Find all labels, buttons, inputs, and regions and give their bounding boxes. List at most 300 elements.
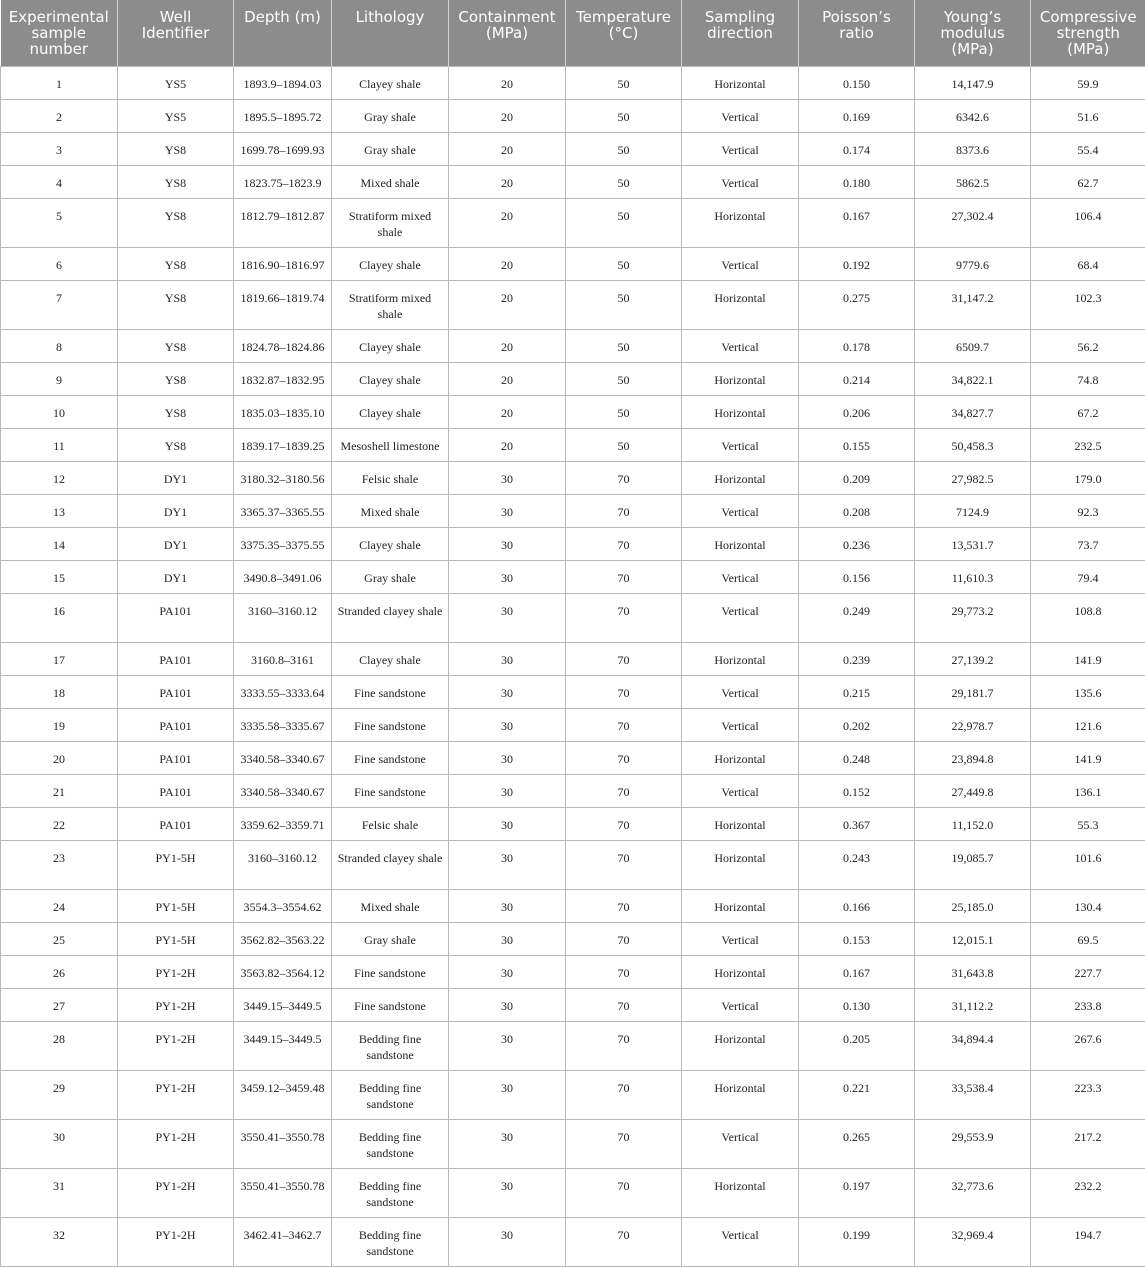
cell-containment: 20 xyxy=(449,362,566,395)
cell-compressive-strength: 136.1 xyxy=(1031,774,1145,807)
table-row xyxy=(1,840,1145,889)
cell-poissons-ratio: 0.153 xyxy=(799,922,915,955)
cell-sampling-direction: Horizontal xyxy=(682,840,799,889)
cell-containment: 30 xyxy=(449,560,566,593)
table-row xyxy=(1,280,1145,329)
cell-sample-number: 25 xyxy=(1,922,118,955)
cell-sample-number: 16 xyxy=(1,593,118,642)
cell-well-identifier: PY1-5H xyxy=(118,922,234,955)
cell-youngs-modulus: 11,610.3 xyxy=(915,560,1031,593)
cell-compressive-strength: 59.9 xyxy=(1031,66,1145,99)
cell-temperature: 50 xyxy=(566,247,682,280)
cell-well-identifier: PA101 xyxy=(118,593,234,642)
cell-sampling-direction: Vertical xyxy=(682,428,799,461)
cell-depth: 1839.17–1839.25 xyxy=(234,428,332,461)
cell-youngs-modulus: 32,969.4 xyxy=(915,1217,1031,1266)
cell-containment: 30 xyxy=(449,807,566,840)
cell-poissons-ratio: 0.199 xyxy=(799,1217,915,1266)
cell-youngs-modulus: 14,147.9 xyxy=(915,66,1031,99)
cell-well-identifier: PY1-2H xyxy=(118,1168,234,1217)
header-poissons-ratio: Poisson’s ratio xyxy=(799,0,915,66)
table-row xyxy=(1,198,1145,247)
cell-well-identifier: DY1 xyxy=(118,527,234,560)
cell-youngs-modulus: 27,449.8 xyxy=(915,774,1031,807)
cell-well-identifier: PA101 xyxy=(118,774,234,807)
cell-poissons-ratio: 0.152 xyxy=(799,774,915,807)
cell-sample-number: 29 xyxy=(1,1070,118,1119)
cell-temperature: 50 xyxy=(566,329,682,362)
cell-temperature: 70 xyxy=(566,741,682,774)
table-row xyxy=(1,955,1145,988)
table-row xyxy=(1,560,1145,593)
cell-youngs-modulus: 25,185.0 xyxy=(915,889,1031,922)
cell-sampling-direction: Vertical xyxy=(682,1217,799,1266)
cell-youngs-modulus: 31,112.2 xyxy=(915,988,1031,1021)
cell-depth: 3554.3–3554.62 xyxy=(234,889,332,922)
cell-well-identifier: PY1-2H xyxy=(118,988,234,1021)
cell-containment: 30 xyxy=(449,1070,566,1119)
cell-containment: 30 xyxy=(449,988,566,1021)
cell-poissons-ratio: 0.221 xyxy=(799,1070,915,1119)
table-row xyxy=(1,675,1145,708)
header-lithology: Lithology xyxy=(332,0,449,66)
cell-compressive-strength: 51.6 xyxy=(1031,99,1145,132)
cell-sampling-direction: Horizontal xyxy=(682,1168,799,1217)
cell-youngs-modulus: 32,773.6 xyxy=(915,1168,1031,1217)
cell-poissons-ratio: 0.166 xyxy=(799,889,915,922)
cell-sample-number: 11 xyxy=(1,428,118,461)
table-row xyxy=(1,593,1145,642)
cell-well-identifier: DY1 xyxy=(118,461,234,494)
header-compressive-strength: Compressive strength (MPa) xyxy=(1031,0,1145,66)
table-row xyxy=(1,165,1145,198)
cell-compressive-strength: 73.7 xyxy=(1031,527,1145,560)
cell-temperature: 70 xyxy=(566,1070,682,1119)
cell-depth: 3160.8–3161 xyxy=(234,642,332,675)
cell-sample-number: 2 xyxy=(1,99,118,132)
cell-depth: 3335.58–3335.67 xyxy=(234,708,332,741)
cell-lithology: Fine sandstone xyxy=(332,708,449,741)
cell-well-identifier: YS8 xyxy=(118,198,234,247)
cell-compressive-strength: 67.2 xyxy=(1031,395,1145,428)
cell-poissons-ratio: 0.265 xyxy=(799,1119,915,1168)
cell-depth: 3340.58–3340.67 xyxy=(234,774,332,807)
cell-compressive-strength: 108.8 xyxy=(1031,593,1145,642)
cell-depth: 3449.15–3449.5 xyxy=(234,988,332,1021)
cell-sampling-direction: Vertical xyxy=(682,708,799,741)
cell-compressive-strength: 68.4 xyxy=(1031,247,1145,280)
cell-temperature: 70 xyxy=(566,494,682,527)
cell-containment: 30 xyxy=(449,889,566,922)
header-sampling-direction: Sampling direction xyxy=(682,0,799,66)
cell-sample-number: 27 xyxy=(1,988,118,1021)
cell-compressive-strength: 101.6 xyxy=(1031,840,1145,889)
cell-compressive-strength: 62.7 xyxy=(1031,165,1145,198)
cell-poissons-ratio: 0.275 xyxy=(799,280,915,329)
cell-lithology: Stratiform mixed shale xyxy=(332,198,449,247)
cell-temperature: 70 xyxy=(566,527,682,560)
table-row xyxy=(1,922,1145,955)
cell-sample-number: 19 xyxy=(1,708,118,741)
cell-depth: 3375.35–3375.55 xyxy=(234,527,332,560)
cell-poissons-ratio: 0.167 xyxy=(799,198,915,247)
cell-containment: 20 xyxy=(449,395,566,428)
table-row xyxy=(1,988,1145,1021)
cell-temperature: 70 xyxy=(566,774,682,807)
cell-sampling-direction: Horizontal xyxy=(682,642,799,675)
header-depth: Depth (m) xyxy=(234,0,332,66)
cell-youngs-modulus: 23,894.8 xyxy=(915,741,1031,774)
cell-depth: 3459.12–3459.48 xyxy=(234,1070,332,1119)
cell-compressive-strength: 130.4 xyxy=(1031,889,1145,922)
cell-sample-number: 31 xyxy=(1,1168,118,1217)
cell-lithology: Stranded clayey shale xyxy=(332,593,449,642)
cell-poissons-ratio: 0.130 xyxy=(799,988,915,1021)
cell-sampling-direction: Vertical xyxy=(682,494,799,527)
cell-sample-number: 30 xyxy=(1,1119,118,1168)
cell-compressive-strength: 141.9 xyxy=(1031,642,1145,675)
cell-lithology: Mesoshell limestone xyxy=(332,428,449,461)
cell-temperature: 70 xyxy=(566,889,682,922)
cell-temperature: 50 xyxy=(566,99,682,132)
cell-sampling-direction: Vertical xyxy=(682,675,799,708)
cell-containment: 30 xyxy=(449,1168,566,1217)
cell-depth: 1812.79–1812.87 xyxy=(234,198,332,247)
cell-sampling-direction: Horizontal xyxy=(682,955,799,988)
cell-lithology: Clayey shale xyxy=(332,329,449,362)
cell-sample-number: 21 xyxy=(1,774,118,807)
cell-lithology: Felsic shale xyxy=(332,461,449,494)
cell-containment: 20 xyxy=(449,99,566,132)
cell-sample-number: 13 xyxy=(1,494,118,527)
cell-sampling-direction: Horizontal xyxy=(682,198,799,247)
cell-lithology: Fine sandstone xyxy=(332,988,449,1021)
cell-poissons-ratio: 0.236 xyxy=(799,527,915,560)
cell-well-identifier: YS8 xyxy=(118,280,234,329)
cell-sampling-direction: Vertical xyxy=(682,922,799,955)
cell-compressive-strength: 106.4 xyxy=(1031,198,1145,247)
cell-sampling-direction: Vertical xyxy=(682,132,799,165)
table-row xyxy=(1,362,1145,395)
cell-containment: 20 xyxy=(449,198,566,247)
cell-temperature: 70 xyxy=(566,1119,682,1168)
cell-sample-number: 4 xyxy=(1,165,118,198)
cell-well-identifier: PY1-2H xyxy=(118,1070,234,1119)
cell-well-identifier: DY1 xyxy=(118,494,234,527)
cell-youngs-modulus: 8373.6 xyxy=(915,132,1031,165)
cell-youngs-modulus: 31,643.8 xyxy=(915,955,1031,988)
cell-compressive-strength: 55.4 xyxy=(1031,132,1145,165)
cell-youngs-modulus: 33,538.4 xyxy=(915,1070,1031,1119)
cell-depth: 3562.82–3563.22 xyxy=(234,922,332,955)
table-row xyxy=(1,247,1145,280)
table-row xyxy=(1,708,1145,741)
cell-temperature: 70 xyxy=(566,461,682,494)
cell-youngs-modulus: 6509.7 xyxy=(915,329,1031,362)
cell-youngs-modulus: 27,302.4 xyxy=(915,198,1031,247)
table-row xyxy=(1,1070,1145,1119)
cell-sampling-direction: Vertical xyxy=(682,560,799,593)
cell-sample-number: 5 xyxy=(1,198,118,247)
cell-sampling-direction: Horizontal xyxy=(682,362,799,395)
cell-depth: 1824.78–1824.86 xyxy=(234,329,332,362)
cell-containment: 30 xyxy=(449,642,566,675)
cell-sample-number: 28 xyxy=(1,1021,118,1070)
cell-sample-number: 3 xyxy=(1,132,118,165)
cell-well-identifier: YS5 xyxy=(118,66,234,99)
cell-temperature: 70 xyxy=(566,955,682,988)
cell-containment: 30 xyxy=(449,708,566,741)
cell-containment: 20 xyxy=(449,428,566,461)
cell-compressive-strength: 121.6 xyxy=(1031,708,1145,741)
cell-depth: 3490.8–3491.06 xyxy=(234,560,332,593)
cell-youngs-modulus: 50,458.3 xyxy=(915,428,1031,461)
cell-compressive-strength: 135.6 xyxy=(1031,675,1145,708)
cell-sampling-direction: Vertical xyxy=(682,774,799,807)
header-well-identifier: Well Identifier xyxy=(118,0,234,66)
cell-compressive-strength: 74.8 xyxy=(1031,362,1145,395)
cell-compressive-strength: 227.7 xyxy=(1031,955,1145,988)
cell-depth: 3550.41–3550.78 xyxy=(234,1119,332,1168)
cell-sample-number: 20 xyxy=(1,741,118,774)
cell-compressive-strength: 233.8 xyxy=(1031,988,1145,1021)
cell-sampling-direction: Vertical xyxy=(682,247,799,280)
cell-youngs-modulus: 13,531.7 xyxy=(915,527,1031,560)
cell-containment: 30 xyxy=(449,955,566,988)
cell-lithology: Felsic shale xyxy=(332,807,449,840)
cell-temperature: 70 xyxy=(566,560,682,593)
table-row xyxy=(1,1119,1145,1168)
cell-temperature: 50 xyxy=(566,362,682,395)
cell-depth: 1699.78–1699.93 xyxy=(234,132,332,165)
table-row xyxy=(1,1168,1145,1217)
cell-lithology: Clayey shale xyxy=(332,395,449,428)
cell-sample-number: 7 xyxy=(1,280,118,329)
cell-compressive-strength: 179.0 xyxy=(1031,461,1145,494)
cell-youngs-modulus: 34,894.4 xyxy=(915,1021,1031,1070)
cell-youngs-modulus: 27,982.5 xyxy=(915,461,1031,494)
cell-sampling-direction: Horizontal xyxy=(682,66,799,99)
cell-lithology: Fine sandstone xyxy=(332,675,449,708)
cell-youngs-modulus: 6342.6 xyxy=(915,99,1031,132)
cell-lithology: Bedding fine sandstone xyxy=(332,1217,449,1266)
cell-lithology: Bedding fine sandstone xyxy=(332,1070,449,1119)
cell-compressive-strength: 141.9 xyxy=(1031,741,1145,774)
cell-sample-number: 24 xyxy=(1,889,118,922)
cell-sample-number: 17 xyxy=(1,642,118,675)
cell-youngs-modulus: 29,553.9 xyxy=(915,1119,1031,1168)
cell-youngs-modulus: 34,822.1 xyxy=(915,362,1031,395)
cell-sample-number: 1 xyxy=(1,66,118,99)
cell-lithology: Clayey shale xyxy=(332,66,449,99)
cell-containment: 30 xyxy=(449,741,566,774)
table-row xyxy=(1,741,1145,774)
cell-compressive-strength: 56.2 xyxy=(1031,329,1145,362)
cell-poissons-ratio: 0.243 xyxy=(799,840,915,889)
table-row xyxy=(1,642,1145,675)
cell-containment: 20 xyxy=(449,280,566,329)
cell-compressive-strength: 194.7 xyxy=(1031,1217,1145,1266)
cell-youngs-modulus: 11,152.0 xyxy=(915,807,1031,840)
cell-poissons-ratio: 0.192 xyxy=(799,247,915,280)
cell-poissons-ratio: 0.167 xyxy=(799,955,915,988)
cell-well-identifier: PY1-5H xyxy=(118,889,234,922)
cell-poissons-ratio: 0.156 xyxy=(799,560,915,593)
cell-youngs-modulus: 9779.6 xyxy=(915,247,1031,280)
cell-sample-number: 15 xyxy=(1,560,118,593)
cell-compressive-strength: 232.2 xyxy=(1031,1168,1145,1217)
cell-lithology: Fine sandstone xyxy=(332,955,449,988)
cell-sample-number: 9 xyxy=(1,362,118,395)
cell-containment: 30 xyxy=(449,1119,566,1168)
cell-temperature: 70 xyxy=(566,1021,682,1070)
cell-youngs-modulus: 27,139.2 xyxy=(915,642,1031,675)
table-row xyxy=(1,527,1145,560)
cell-compressive-strength: 79.4 xyxy=(1031,560,1145,593)
cell-lithology: Gray shale xyxy=(332,922,449,955)
cell-poissons-ratio: 0.367 xyxy=(799,807,915,840)
cell-containment: 30 xyxy=(449,494,566,527)
cell-sample-number: 14 xyxy=(1,527,118,560)
header-temperature: Temperature (°C) xyxy=(566,0,682,66)
cell-containment: 30 xyxy=(449,1021,566,1070)
table-row xyxy=(1,1217,1145,1266)
cell-youngs-modulus: 5862.5 xyxy=(915,165,1031,198)
cell-lithology: Clayey shale xyxy=(332,247,449,280)
cell-depth: 3180.32–3180.56 xyxy=(234,461,332,494)
cell-temperature: 70 xyxy=(566,1217,682,1266)
cell-compressive-strength: 232.5 xyxy=(1031,428,1145,461)
cell-sampling-direction: Horizontal xyxy=(682,889,799,922)
table-row xyxy=(1,1021,1145,1070)
cell-sample-number: 22 xyxy=(1,807,118,840)
cell-depth: 3160–3160.12 xyxy=(234,593,332,642)
cell-poissons-ratio: 0.249 xyxy=(799,593,915,642)
cell-well-identifier: PA101 xyxy=(118,807,234,840)
cell-sample-number: 10 xyxy=(1,395,118,428)
cell-poissons-ratio: 0.248 xyxy=(799,741,915,774)
cell-depth: 1893.9–1894.03 xyxy=(234,66,332,99)
cell-poissons-ratio: 0.197 xyxy=(799,1168,915,1217)
cell-compressive-strength: 69.5 xyxy=(1031,922,1145,955)
cell-well-identifier: PY1-2H xyxy=(118,955,234,988)
cell-sample-number: 6 xyxy=(1,247,118,280)
cell-well-identifier: PA101 xyxy=(118,675,234,708)
cell-temperature: 70 xyxy=(566,988,682,1021)
cell-compressive-strength: 102.3 xyxy=(1031,280,1145,329)
cell-temperature: 50 xyxy=(566,66,682,99)
table-body xyxy=(1,66,1145,1266)
cell-temperature: 50 xyxy=(566,165,682,198)
cell-lithology: Fine sandstone xyxy=(332,741,449,774)
cell-compressive-strength: 223.3 xyxy=(1031,1070,1145,1119)
cell-well-identifier: YS8 xyxy=(118,329,234,362)
cell-poissons-ratio: 0.208 xyxy=(799,494,915,527)
cell-temperature: 50 xyxy=(566,132,682,165)
cell-poissons-ratio: 0.150 xyxy=(799,66,915,99)
cell-lithology: Mixed shale xyxy=(332,165,449,198)
cell-sample-number: 8 xyxy=(1,329,118,362)
cell-sample-number: 18 xyxy=(1,675,118,708)
cell-compressive-strength: 217.2 xyxy=(1031,1119,1145,1168)
cell-lithology: Stranded clayey shale xyxy=(332,840,449,889)
cell-youngs-modulus: 12,015.1 xyxy=(915,922,1031,955)
cell-well-identifier: YS8 xyxy=(118,395,234,428)
cell-lithology: Stratiform mixed shale xyxy=(332,280,449,329)
cell-containment: 30 xyxy=(449,840,566,889)
cell-sampling-direction: Vertical xyxy=(682,593,799,642)
cell-lithology: Clayey shale xyxy=(332,362,449,395)
cell-depth: 1895.5–1895.72 xyxy=(234,99,332,132)
cell-youngs-modulus: 29,181.7 xyxy=(915,675,1031,708)
cell-well-identifier: YS8 xyxy=(118,165,234,198)
cell-youngs-modulus: 19,085.7 xyxy=(915,840,1031,889)
cell-poissons-ratio: 0.206 xyxy=(799,395,915,428)
cell-lithology: Gray shale xyxy=(332,132,449,165)
cell-sampling-direction: Horizontal xyxy=(682,741,799,774)
cell-well-identifier: PY1-5H xyxy=(118,840,234,889)
cell-sampling-direction: Vertical xyxy=(682,1119,799,1168)
table-row xyxy=(1,99,1145,132)
cell-depth: 3160–3160.12 xyxy=(234,840,332,889)
cell-youngs-modulus: 31,147.2 xyxy=(915,280,1031,329)
cell-depth: 3365.37–3365.55 xyxy=(234,494,332,527)
cell-sampling-direction: Horizontal xyxy=(682,395,799,428)
cell-well-identifier: PY1-2H xyxy=(118,1217,234,1266)
cell-containment: 20 xyxy=(449,329,566,362)
table-row xyxy=(1,889,1145,922)
cell-containment: 30 xyxy=(449,675,566,708)
cell-poissons-ratio: 0.215 xyxy=(799,675,915,708)
cell-well-identifier: PY1-2H xyxy=(118,1119,234,1168)
cell-youngs-modulus: 22,978.7 xyxy=(915,708,1031,741)
cell-well-identifier: PA101 xyxy=(118,642,234,675)
cell-depth: 3359.62–3359.71 xyxy=(234,807,332,840)
cell-temperature: 70 xyxy=(566,807,682,840)
cell-containment: 30 xyxy=(449,527,566,560)
cell-depth: 1819.66–1819.74 xyxy=(234,280,332,329)
table-row xyxy=(1,461,1145,494)
header-row xyxy=(1,0,1145,66)
table-row xyxy=(1,807,1145,840)
cell-depth: 3340.58–3340.67 xyxy=(234,741,332,774)
cell-poissons-ratio: 0.169 xyxy=(799,99,915,132)
cell-well-identifier: YS8 xyxy=(118,428,234,461)
cell-lithology: Gray shale xyxy=(332,560,449,593)
cell-temperature: 70 xyxy=(566,593,682,642)
cell-sampling-direction: Horizontal xyxy=(682,1021,799,1070)
cell-sampling-direction: Horizontal xyxy=(682,461,799,494)
cell-well-identifier: PA101 xyxy=(118,741,234,774)
cell-sampling-direction: Horizontal xyxy=(682,280,799,329)
cell-depth: 1823.75–1823.9 xyxy=(234,165,332,198)
cell-depth: 1816.90–1816.97 xyxy=(234,247,332,280)
cell-sampling-direction: Vertical xyxy=(682,99,799,132)
cell-containment: 20 xyxy=(449,247,566,280)
cell-sampling-direction: Vertical xyxy=(682,329,799,362)
table-row xyxy=(1,132,1145,165)
table-row xyxy=(1,774,1145,807)
cell-depth: 3449.15–3449.5 xyxy=(234,1021,332,1070)
cell-well-identifier: YS8 xyxy=(118,132,234,165)
cell-poissons-ratio: 0.202 xyxy=(799,708,915,741)
cell-containment: 30 xyxy=(449,1217,566,1266)
table-row xyxy=(1,494,1145,527)
cell-compressive-strength: 92.3 xyxy=(1031,494,1145,527)
cell-well-identifier: PY1-2H xyxy=(118,1021,234,1070)
cell-lithology: Mixed shale xyxy=(332,889,449,922)
cell-temperature: 70 xyxy=(566,840,682,889)
